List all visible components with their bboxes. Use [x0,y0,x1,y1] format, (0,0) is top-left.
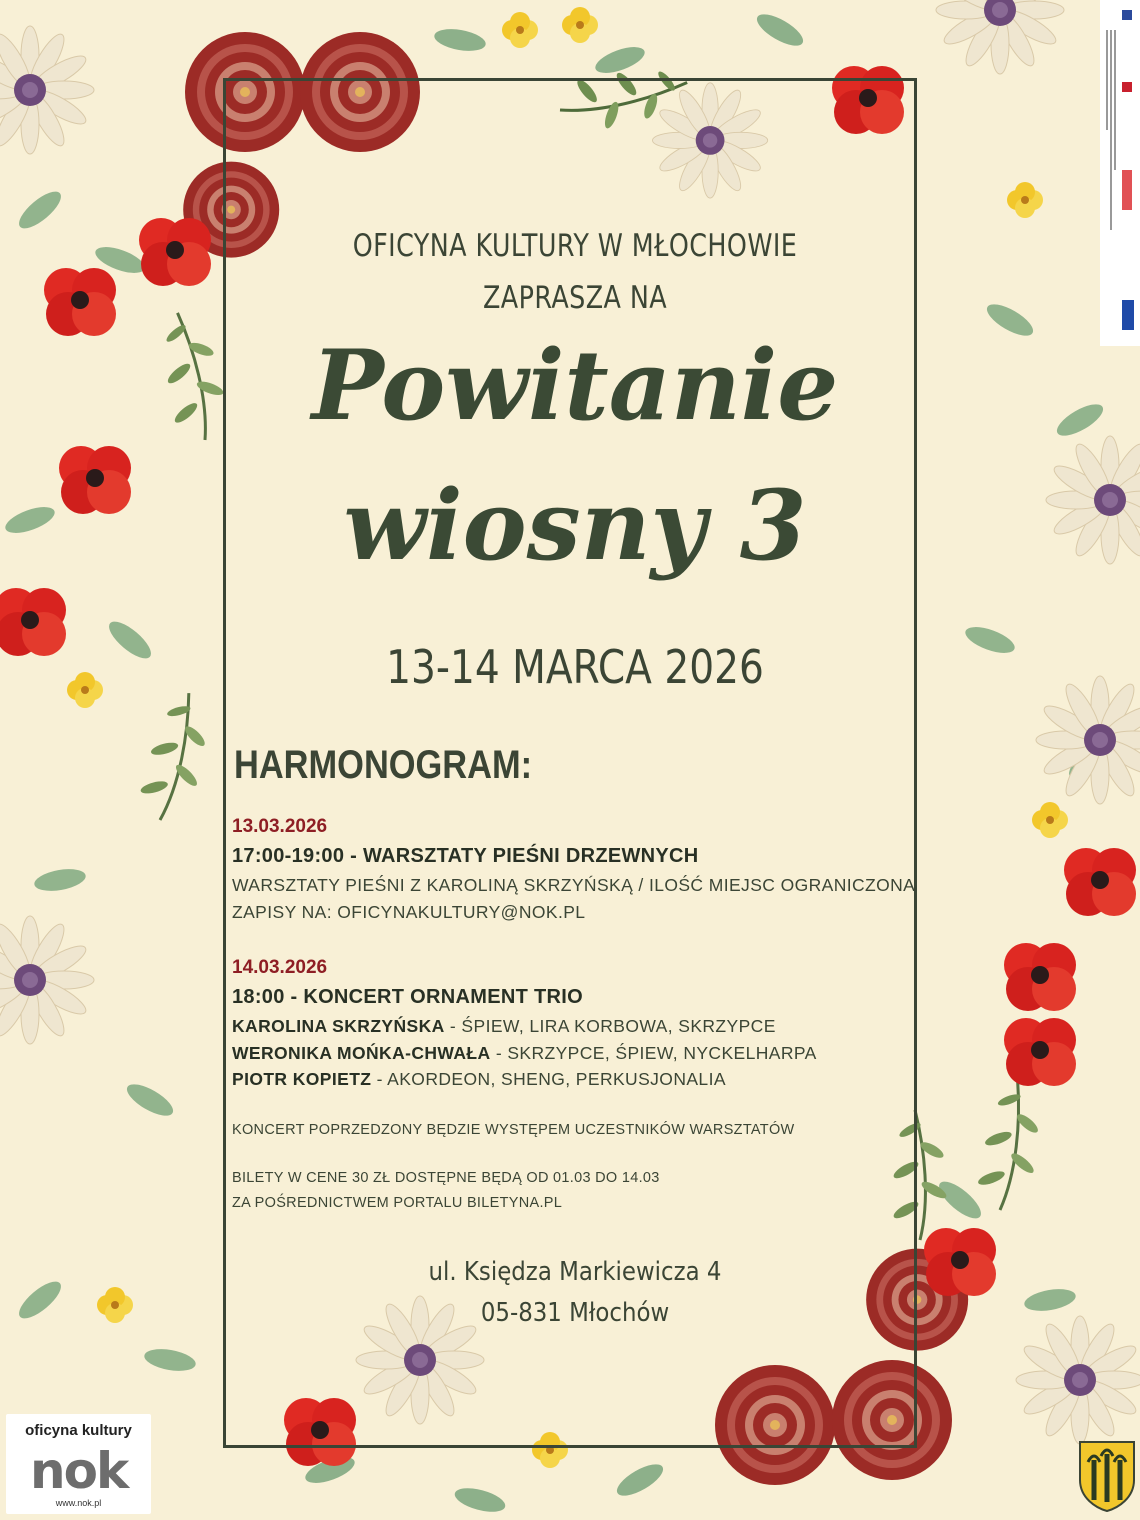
day1-event-title: 17:00-19:00 - WARSZTATY PIEŚNI DRZEWNYCH [232,845,699,867]
intro-line-1: OFICYNA KULTURY W MŁOCHOWIE [352,228,798,264]
coat-of-arms-icon [1078,1440,1136,1512]
tickets-info-line-1: BILETY W CENE 30 ZŁ DOSTĘPNE BĘDĄ OD 01.03 DO 14.03 [232,1170,660,1186]
concert-note: KONCERT POPRZEDZONY BĘDZIE WYSTĘPEM UCZESTNIKÓW WARSZTATÓW [232,1122,795,1138]
day1-description: WARSZTATY PIEŚNI Z KAROLINĄ SKRZYŃSKĄ / ILOŚĆ MIEJSC OGRANICZONA [232,875,916,895]
intro-line-2: ZAPRASZA NA [482,280,668,316]
performer-role: - SKRZYPCE, ŚPIEW, NYCKELHARPA [490,1043,817,1063]
day1-registration: ZAPISY NA: OFICYNAKULTURY@NOK.PL [232,902,586,922]
performer-role: - ŚPIEW, LIRA KORBOWA, SKRZYPCE [444,1016,776,1036]
event-title-line-2: wiosny 3 [343,469,807,582]
tickets-info-line-2: ZA POŚREDNICTWEM PORTALU BILETYNA.PL [232,1195,563,1211]
nok-logo [6,1414,151,1514]
poster-content [230,0,920,1520]
event-title-line-1: Powitanie [311,329,839,442]
address-city: 05-831 Młochów [480,1298,670,1328]
performer-row [232,1043,817,1064]
day2-event-title: 18:00 - KONCERT ORNAMENT TRIO [232,986,583,1008]
sponsor-logos-strip [1100,0,1140,346]
performer-row [232,1016,776,1037]
schedule-heading: HARMONOGRAM: [234,743,533,787]
performer-name: WERONIKA MOŃKA-CHWAŁA [232,1043,491,1063]
performer-name: PIOTR KOPIETZ [232,1069,372,1089]
day2-date: 14.03.2026 [232,957,328,978]
address-street: ul. Księdza Markiewicza 4 [428,1257,722,1287]
logo-url: www.nok.pl [55,1498,102,1508]
performer-row [232,1069,726,1090]
performer-role: - AKORDEON, SHENG, PERKUSJONALIA [371,1069,726,1089]
performer-name: KAROLINA SKRZYŃSKA [232,1016,445,1036]
sponsor-logos-icon [1100,0,1140,346]
logo-top-text: oficyna kultury [25,1422,132,1439]
day1-date: 13.03.2026 [232,816,328,837]
logo-wordmark: nok [30,1442,128,1500]
event-dates: 13-14 MARCA 2026 [386,640,764,694]
